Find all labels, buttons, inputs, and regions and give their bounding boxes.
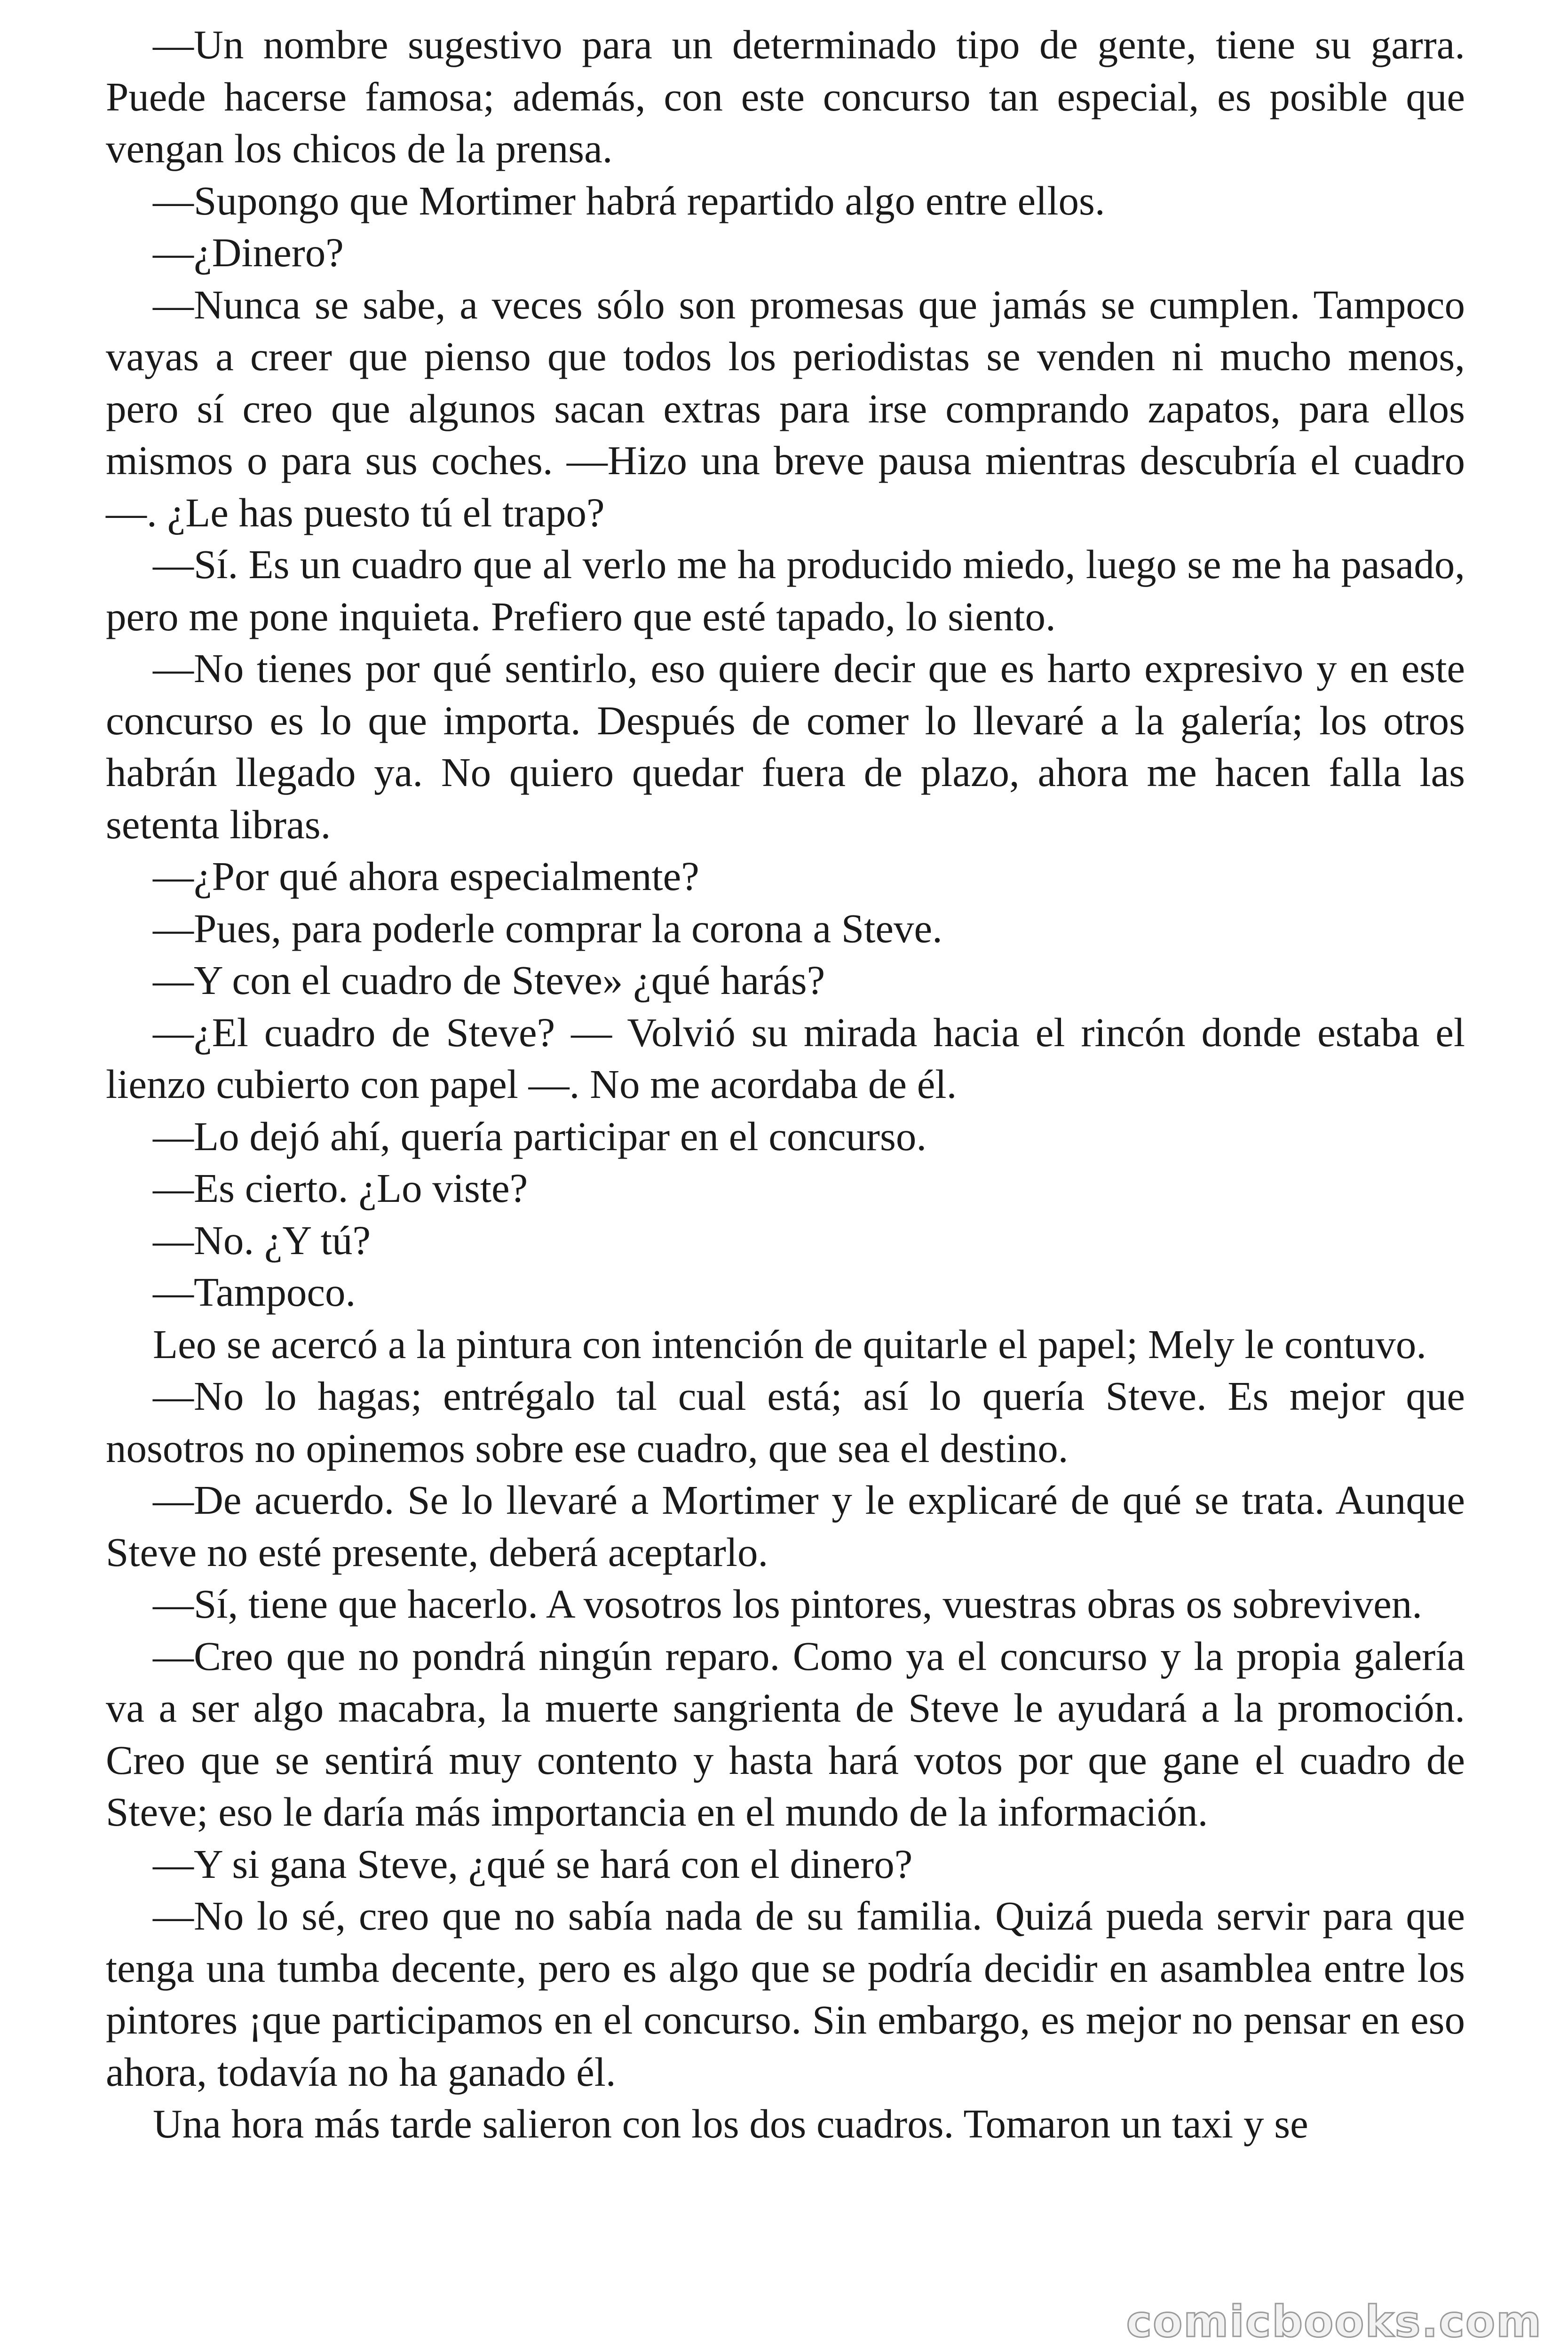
paragraph: —Pues, para poderle comprar la corona a Steve. [153,905,942,951]
paragraph: —Y con el cuadro de Steve» ¿qué harás? [153,957,825,1003]
paragraph: —Y si gana Steve, ¿qué se hará con el dinero? [153,1841,913,1887]
paragraph: —¿Dinero? [153,230,344,275]
paragraph: —¿El cuadro de Steve? — Volvió su mirada hacia el rincón donde estaba el lienzo cubierto con papel —. No me acordaba de él. [106,1009,1465,1107]
paragraph: —No. ¿Y tú? [153,1217,371,1263]
paragraph: Una hora más tarde salieron con los dos cuadros. Tomaron un taxi y se [153,2101,1308,2146]
paragraph: —Sí, tiene que hacerlo. A vosotros los pintores, vuestras obras os sobreviven. [153,1581,1422,1627]
paragraph: Leo se acercó a la pintura con intención de quitarle el papel; Mely le contuvo. [153,1321,1427,1367]
paragraph: —Sí. Es un cuadro que al verlo me ha producido miedo, luego se me ha pasado, pero me pone inquieta. Prefiero que esté tapado, lo siento. [106,541,1465,639]
watermark: comicbooks.com [1126,2296,1542,2347]
paragraph: —Es cierto. ¿Lo viste? [153,1165,528,1211]
paragraph: —De acuerdo. Se lo llevaré a Mortimer y le explicaré de qué se trata. Aunque Steve no esté presente, deberá aceptarlo. [106,1477,1465,1575]
paragraph: —Supongo que Mortimer habrá repartido algo entre ellos. [153,177,1105,223]
paragraph: —¿Por qué ahora especialmente? [153,853,699,899]
paragraph: —Nunca se sabe, a veces sólo son promesas que jamás se cumplen. Tampoco vayas a creer que pienso que todos los periodistas se venden ni mucho menos, pero sí creo que algunos sacan extras para irse comprando zapatos, para ellos mismos o para sus coches. —Hizo una breve pausa mientras descubría el cuadro—. ¿Le has puesto tú el trapo? [106,281,1465,535]
paragraph: —No tienes por qué sentirlo, eso quiere decir que es harto expresivo y en este concurso es lo que importa. Después de comer lo llevaré a la galería; los otros habrán llegado ya. No quiero quedar fuera de plazo, ahora me hacen falla las setenta libras. [106,645,1465,847]
paragraph: —No lo hagas; entrégalo tal cual está; así lo quería Steve. Es mejor que nosotros no opinemos sobre ese cuadro, que sea el destino. [106,1373,1465,1471]
paragraph: —Un nombre sugestivo para un determinado tipo de gente, tiene su garra. Puede hacerse famosa; además, con este concurso tan especial, es posible que vengan los chicos de la prensa. [106,22,1465,171]
paragraph: —No lo sé, creo que no sabía nada de su familia. Quizá pueda servir para que tenga una tumba decente, pero es algo que se podría decidir en asamblea entre los pintores ¡que participamos en el concurso. Sin embargo, es mejor no pensar en eso ahora, todavía no ha ganado él. [106,1893,1465,2095]
paragraph: —Lo dejó ahí, quería participar en el concurso. [153,1113,927,1159]
paragraph: —Creo que no pondrá ningún reparo. Como ya el concurso y la propia galería va a ser algo macabra, la muerte sangrienta de Steve le ayudará a la promoción. Creo que se sentirá muy contento y hasta hará votos por que gane el cuadro de Steve; eso le daría más importancia en el mundo de la información. [106,1633,1465,1835]
page-text [106,19,1465,2150]
paragraph: —Tampoco. [153,1269,356,1315]
